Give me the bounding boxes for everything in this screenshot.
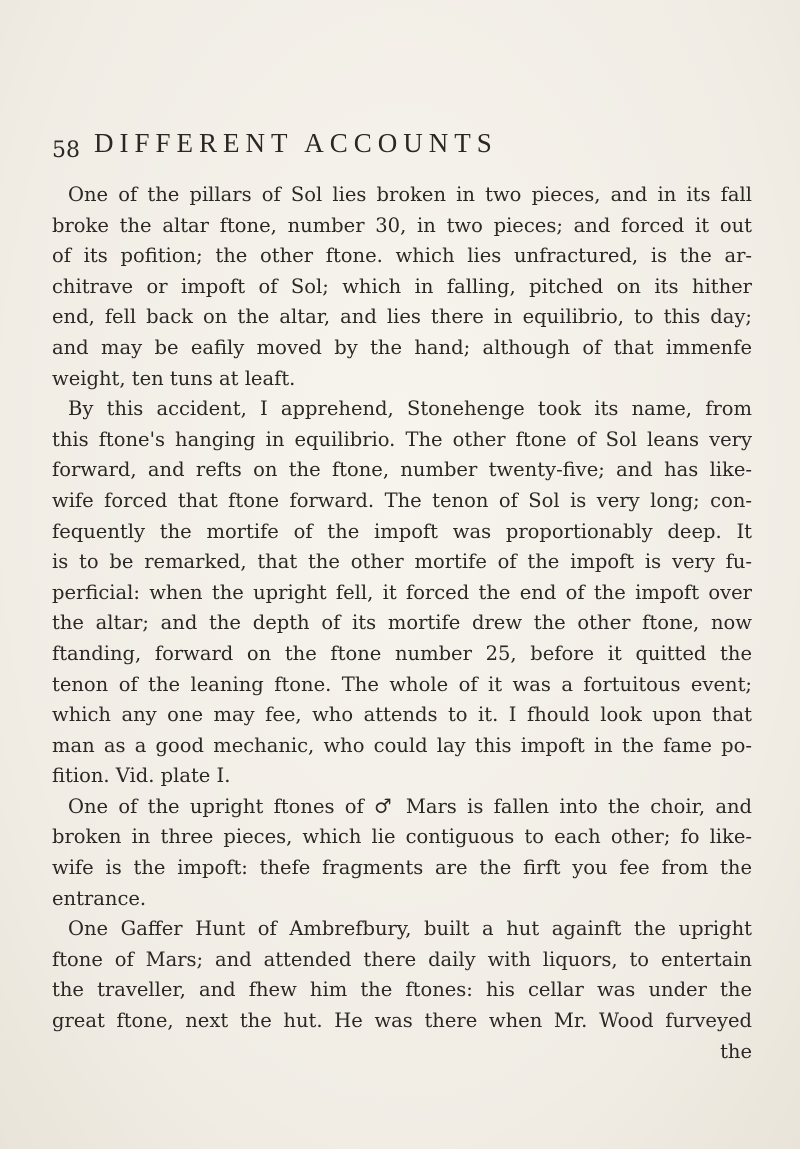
text-line: perficial: when the upright fell, it forced the end of the impoft over xyxy=(52,580,752,604)
text-line: this ftone's hanging in equilibrio. The other ftone of Sol leans very xyxy=(52,427,752,451)
text-line: tenon of the leaning ftone. The whole of it was a fortuitous event; xyxy=(52,672,752,696)
text-line: By this accident, I apprehend, Stonehenge took its name, from xyxy=(68,397,752,421)
page-number: 58 xyxy=(52,138,80,163)
text-line: fequently the mortife of the impoft was proportionably deep. It xyxy=(52,519,752,543)
text-line: ftone of Mars; and attended there daily with liquors, to entertain xyxy=(52,947,752,971)
text-line: man as a good mechanic, who could lay this impoft in the fame po- xyxy=(52,733,752,757)
text-line: One Gaffer Hunt of Ambrefbury, built a hut againft the upright xyxy=(68,917,752,941)
text-line: the altar; and the depth of its mortife drew the other ftone, now xyxy=(52,611,752,635)
text-line: the traveller, and fhew him the ftones: his cellar was under the xyxy=(52,978,752,1002)
text-line: is to be remarked, that the other mortife of the impoft is very fu- xyxy=(52,550,752,574)
text-line: and may be eafily moved by the hand; although of that immenfe xyxy=(52,335,752,359)
text-line: wife forced that ftone forward. The tenon of Sol is very long; con- xyxy=(52,488,752,512)
text-line: forward, and refts on the ftone, number twenty-five; and has like- xyxy=(52,458,752,482)
text-line: entrance. xyxy=(52,886,147,910)
text-line: One of the pillars of Sol lies broken in two pieces, and in its fall xyxy=(68,183,752,206)
text-line: which any one may fee, who attends to it. I fhould look upon that xyxy=(52,703,752,727)
body-text xyxy=(52,180,752,1067)
catchword: the xyxy=(720,1039,752,1063)
text-line: One of the upright ftones of ♂ Mars is fallen into the choir, and xyxy=(68,794,752,818)
text-line: fition. Vid. plate I. xyxy=(52,764,231,788)
text-line: broke the altar ftone, number 30, in two pieces; and forced it out xyxy=(52,213,752,237)
text-line: chitrave or impoft of Sol; which in falling, pitched on its hither xyxy=(52,274,752,298)
text-line: weight, ten tuns at leaft. xyxy=(52,366,296,390)
text-line: great ftone, next the hut. He was there when Mr. Wood furveyed xyxy=(52,1009,752,1033)
page-header xyxy=(52,128,752,168)
running-title: DIFFERENT ACCOUNTS xyxy=(94,128,498,158)
text-line: of its pofition; the other ftone. which lies unfractured, is the ar- xyxy=(52,244,752,268)
text-line: broken in three pieces, which lie contiguous to each other; fo like- xyxy=(52,825,752,849)
text-line: ftanding, forward on the ftone number 25, before it quitted the xyxy=(52,641,752,665)
text-line: wife is the impoft: thefe fragments are the firft you fee from the xyxy=(52,856,752,880)
text-line: end, fell back on the altar, and lies there in equilibrio, to this day; xyxy=(52,305,752,329)
